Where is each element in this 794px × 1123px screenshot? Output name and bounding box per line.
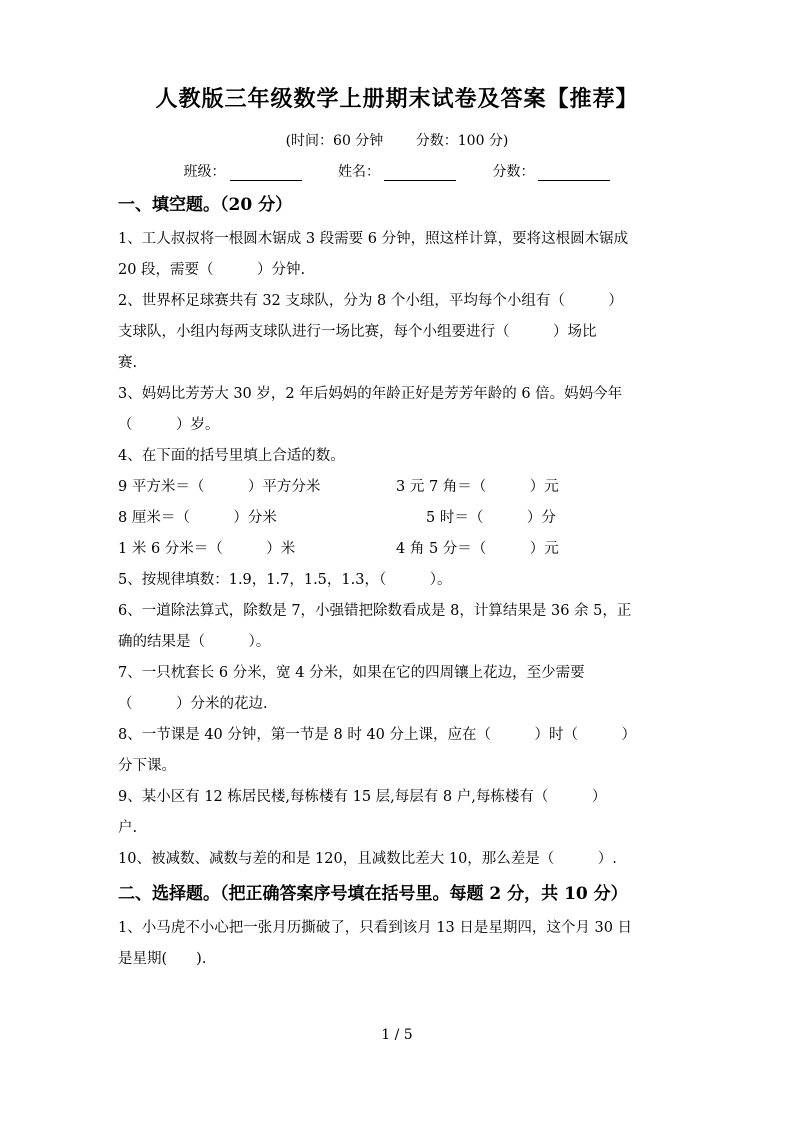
question-line: 5、按规律填数：1.9，1.7，1.5，1.3，（ ）。 [118, 572, 452, 588]
conversion-row [118, 472, 678, 503]
score-field [492, 161, 610, 181]
conversion-row [118, 503, 678, 534]
question-line: （ ）岁。 [118, 417, 220, 433]
question-line: （ ）分米的花边. [118, 696, 268, 712]
score-blank[interactable] [538, 166, 610, 181]
time-info: (时间：60 分钟 [285, 133, 384, 149]
question-line: 1、小马虎不小心把一张月历撕破了，只看到该月 13 日是星期四，这个月 30 日 [118, 920, 633, 936]
section-fill-in [118, 186, 678, 975]
question-line: 8、一节课是 40 分钟，第一节是 8 时 40 分上课，应在（ ）时（ ） [118, 727, 637, 743]
conversion-right: 5 时＝（ ）分 [426, 510, 556, 526]
conversion-right: 4 角 5 分＝（ ）元 [396, 541, 559, 557]
question-line: 1、工人叔叔将一根圆木锯成 3 段需要 6 分钟，照这样计算，要将这根圆木锯成 [118, 231, 629, 247]
question-line: 10、被减数、减数与差的和是 120，且减数比差大 10，那么差是（ ）. [118, 851, 617, 867]
page-number: 1 / 5 [381, 1027, 413, 1043]
question-line: 户. [118, 820, 138, 836]
page-title: 人教版三年级数学上册期末试卷及答案【推荐】 [155, 86, 639, 112]
conversion-left: 9 平方米＝（ ）平方分米 [118, 479, 321, 495]
conversion-left: 1 米 6 分米＝（ ）米 [118, 541, 296, 557]
question-line: 分下课。 [118, 758, 176, 774]
question-line: 6、一道除法算式，除数是 7，小强错把除数看成是 8，计算结果是 36 余 5，正 [118, 603, 632, 619]
class-label: 班级： [183, 164, 226, 180]
section-title: 一、填空题。（20 分） [118, 195, 293, 215]
question-line: 4、在下面的括号里填上合适的数。 [118, 448, 345, 464]
question-line: 20 段，需要（ ）分钟. [118, 262, 306, 278]
question-line: 3、妈妈比芳芳大 30 岁，2 年后妈妈的年龄正好是芳芳年龄的 6 倍。妈妈今年 [118, 386, 623, 402]
section-title: 二、选择题。（把正确答案序号填在括号里。每题 2 分，共 10 分） [118, 884, 628, 904]
name-field [338, 161, 456, 181]
score-label: 分数： [492, 164, 535, 180]
name-label: 姓名： [338, 164, 380, 180]
conversion-right: 3 元 7 角＝（ ）元 [396, 479, 559, 495]
question-line: 2、世界杯足球赛共有 32 支球队，分为 8 个小组，平均每个小组有（ ） [118, 293, 623, 309]
question-line: 赛. [118, 355, 138, 371]
conversion-row [118, 534, 678, 565]
question-line: 确的结果是（ ）。 [118, 634, 271, 650]
question-line: 9、某小区有 12 栋居民楼,每栋楼有 15 层,每层有 8 户,每栋楼有（ ） [118, 789, 607, 805]
student-info [0, 161, 794, 181]
question-line: 7、一只枕套长 6 分米，宽 4 分米，如果在它的四周镶上花边，至少需要 [118, 665, 585, 681]
question-line: 是星期( ). [118, 951, 207, 967]
score-info: 分数：100 分) [415, 133, 509, 149]
exam-info [0, 130, 794, 150]
class-blank[interactable] [230, 166, 302, 181]
name-blank[interactable] [384, 166, 456, 181]
question-line: 支球队，小组内每两支球队进行一场比赛，每个小组要进行（ ）场比 [118, 324, 597, 340]
class-field [184, 161, 302, 181]
conversion-left: 8 厘米＝（ ）分米 [118, 510, 277, 526]
